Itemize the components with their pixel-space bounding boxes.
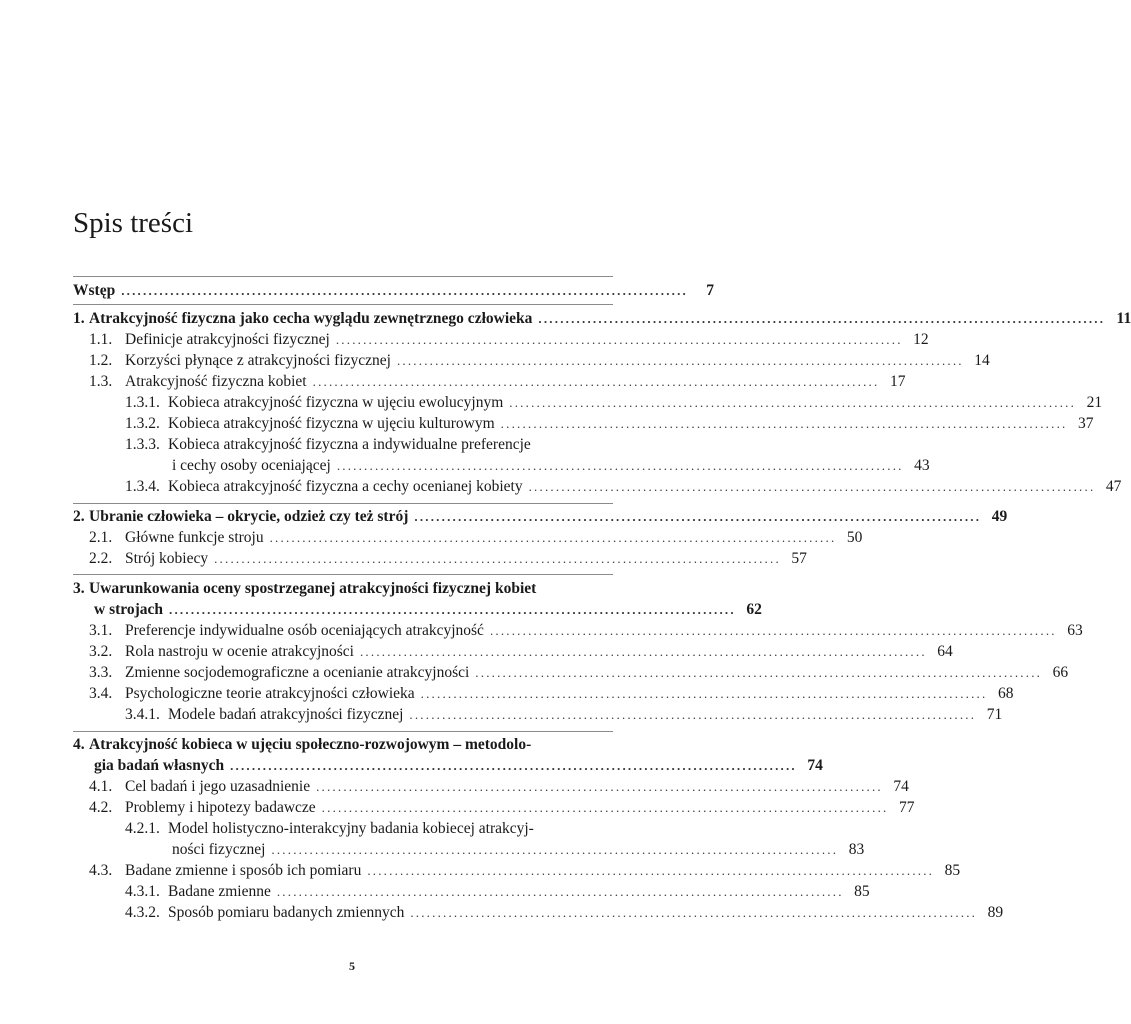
dot-leader: ........................................................................................................	[367, 863, 935, 878]
entry-title: Zmienne socjodemograficzne a ocenianie atrakcyjności	[125, 664, 470, 681]
entry-page: 12	[913, 331, 929, 348]
entry-number: 1.1.	[89, 331, 113, 348]
dot-leader: ........................................................................................................	[269, 530, 837, 545]
entry-number: 4.2.1.	[125, 820, 160, 837]
entry-page: 71	[986, 706, 1003, 723]
entry-title: Kobieca atrakcyjność fizyczna a indywidualne preferencje	[168, 436, 531, 453]
toc-entry	[73, 777, 909, 797]
toc-entry	[73, 903, 1004, 923]
entry-number: 3.	[73, 580, 85, 597]
entry-title: Rola nastroju w ocenie atrakcyjności	[125, 643, 354, 660]
entry-page: 85	[944, 862, 961, 879]
entry-title: Definicje atrakcyjności fizycznej	[125, 331, 330, 348]
entry-title: Strój kobiecy	[125, 550, 209, 567]
entry-page: 49	[991, 508, 1008, 525]
entry-number: 1.3.4.	[125, 478, 160, 495]
dot-leader: ........................................................................................................	[316, 779, 883, 794]
entry-number: 3.4.	[89, 685, 113, 702]
entry-page: 85	[854, 883, 870, 900]
entry-page: 64	[937, 643, 953, 660]
toc-entry	[73, 372, 906, 392]
toc-entry	[73, 798, 915, 818]
entry-title: Uwarunkowania oceny spostrzeganej atrakcyjności fizycznej kobiet	[89, 580, 537, 597]
entry-title: Atrakcyjność fizyczna kobiet	[125, 373, 307, 390]
entry-number: 4.	[73, 736, 85, 753]
toc-entry	[73, 663, 1069, 683]
entry-number: 1.	[73, 310, 85, 327]
entry-page: 63	[1067, 622, 1083, 639]
page-number: 5	[349, 959, 355, 973]
dot-leader: ........................................................................................................	[276, 884, 844, 899]
entry-title: Badane zmienne i sposób ich pomiaru	[125, 862, 362, 879]
toc-entry	[73, 507, 1008, 527]
entry-page: 57	[791, 550, 807, 567]
toc-entry	[73, 330, 929, 350]
dot-leader: ........................................................................................................	[230, 758, 797, 773]
entry-page: 62	[746, 601, 762, 618]
entry-title: Główne funkcje stroju	[125, 529, 264, 546]
toc-entry	[73, 393, 1103, 413]
entry-title: Problemy i hipotezy badawcze	[125, 799, 316, 816]
entry-number: 4.3.2.	[125, 904, 160, 921]
toc-entry	[73, 684, 1014, 704]
dot-leader: ........................................................................................................	[336, 458, 904, 473]
entry-number: 1.3.2.	[125, 415, 160, 432]
entry-page: 77	[898, 799, 915, 816]
entry-title: Badane zmienne	[168, 883, 271, 900]
entry-title: Korzyści płynące z atrakcyjności fizycznej	[125, 352, 391, 369]
entry-title: Wstęp	[73, 282, 116, 299]
entry-page: 68	[997, 685, 1014, 702]
dot-leader: ........................................................................................................	[121, 283, 689, 298]
entry-title: Atrakcyjność kobieca w ujęciu społeczno-rozwojowym – metodolo-	[89, 736, 532, 753]
toc-entry	[73, 477, 1122, 497]
entry-page: 89	[987, 904, 1004, 921]
entry-page: 83	[848, 841, 865, 858]
entry-title: Psychologiczne teorie atrakcyjności człowieka	[125, 685, 415, 702]
toc-entry	[73, 435, 613, 455]
entry-number: 2.	[73, 508, 85, 525]
entry-title: Atrakcyjność fizyczna jako cecha wyglądu zewnętrznego człowieka	[89, 310, 533, 327]
entry-number: 1.3.3.	[125, 436, 160, 453]
entry-page: 14	[974, 352, 990, 369]
dot-leader: ........................................................................................................	[500, 416, 1068, 431]
page-title: Spis treści	[73, 207, 194, 240]
entry-title: i cechy osoby oceniającej	[172, 457, 331, 474]
toc-entry	[73, 528, 863, 548]
entry-page: 66	[1052, 664, 1069, 681]
entry-number: 1.3.1.	[125, 394, 160, 411]
entry-page: 47	[1105, 478, 1122, 495]
toc-entry	[73, 840, 865, 860]
entry-page: 17	[889, 373, 906, 390]
toc-entry	[73, 756, 823, 776]
toc-entry	[73, 819, 613, 839]
entry-title: Kobieca atrakcyjność fizyczna w ujęciu ewolucyjnym	[168, 394, 504, 411]
entry-number: 3.4.1.	[125, 706, 160, 723]
dot-leader: ........................................................................................................	[359, 644, 927, 659]
toc-entry	[73, 579, 613, 599]
entry-title: Preferencje indywidualne osób oceniających atrakcyjność	[125, 622, 484, 639]
dot-leader: ........................................................................................................	[538, 311, 1106, 326]
toc-entry	[73, 351, 990, 371]
dot-leader: ........................................................................................................	[312, 374, 880, 389]
entry-title: Model holistyczno-interakcyjny badania kobiecej atrakcyj-	[168, 820, 534, 837]
entry-page: 7	[706, 282, 715, 299]
entry-title: w strojach	[94, 601, 164, 618]
entry-number: 3.3.	[89, 664, 113, 681]
divider	[73, 276, 613, 277]
divider	[73, 574, 613, 575]
entry-title: Kobieca atrakcyjność fizyczna a cechy ocenianej kobiety	[168, 478, 523, 495]
dot-leader: ........................................................................................................	[414, 509, 982, 524]
toc-entry	[73, 281, 715, 301]
dot-leader: ........................................................................................................	[321, 800, 889, 815]
toc-entry	[73, 600, 762, 620]
toc-entry	[73, 882, 870, 902]
toc-entry	[73, 621, 1083, 641]
toc-entry	[73, 309, 1131, 329]
dot-leader: ........................................................................................................	[420, 686, 988, 701]
dot-leader: ........................................................................................................	[169, 602, 736, 617]
entry-number: 4.1.	[89, 778, 113, 795]
dot-leader: ........................................................................................................	[410, 905, 978, 920]
entry-number: 4.3.	[89, 862, 113, 879]
entry-page: 43	[914, 457, 930, 474]
entry-title: Sposób pomiaru badanych zmiennych	[168, 904, 405, 921]
dot-leader: ........................................................................................................	[335, 332, 903, 347]
entry-title: Cel badań i jego uzasadnienie	[125, 778, 311, 795]
entry-number: 2.1.	[89, 529, 113, 546]
dot-leader: ........................................................................................................	[489, 623, 1057, 638]
entry-title: gia badań własnych	[94, 757, 225, 774]
entry-page: 50	[846, 529, 863, 546]
entry-title: ności fizycznej	[172, 841, 266, 858]
toc-entry	[73, 456, 930, 476]
divider	[73, 503, 613, 504]
toc-entry	[73, 861, 961, 881]
entry-title: Modele badań atrakcyjności fizycznej	[168, 706, 404, 723]
dot-leader: ........................................................................................................	[528, 479, 1096, 494]
divider	[73, 731, 613, 732]
entry-number: 1.3.	[89, 373, 113, 390]
dot-leader: ........................................................................................................	[409, 707, 977, 722]
toc-entry	[73, 705, 1003, 725]
toc-entry	[73, 549, 807, 569]
entry-number: 1.2.	[89, 352, 113, 369]
entry-number: 4.3.1.	[125, 883, 160, 900]
entry-page: 11	[1116, 310, 1131, 327]
dot-leader: ........................................................................................................	[509, 395, 1077, 410]
toc-entry	[73, 642, 953, 662]
entry-page: 74	[893, 778, 909, 795]
entry-number: 3.2.	[89, 643, 113, 660]
entry-number: 2.2.	[89, 550, 113, 567]
dot-leader: ........................................................................................................	[396, 353, 964, 368]
entry-page: 74	[807, 757, 823, 774]
divider	[73, 304, 613, 305]
dot-leader: ........................................................................................................	[475, 665, 1043, 680]
dot-leader: ........................................................................................................	[271, 842, 839, 857]
entry-title: Ubranie człowieka – okrycie, odzież czy też strój	[89, 508, 409, 525]
dot-leader: ........................................................................................................	[214, 551, 781, 566]
entry-page: 21	[1086, 394, 1103, 411]
toc-entry	[73, 414, 1094, 434]
entry-page: 37	[1077, 415, 1094, 432]
entry-title: Kobieca atrakcyjność fizyczna w ujęciu kulturowym	[168, 415, 495, 432]
toc-entry	[73, 735, 613, 755]
entry-number: 4.2.	[89, 799, 113, 816]
entry-number: 3.1.	[89, 622, 113, 639]
